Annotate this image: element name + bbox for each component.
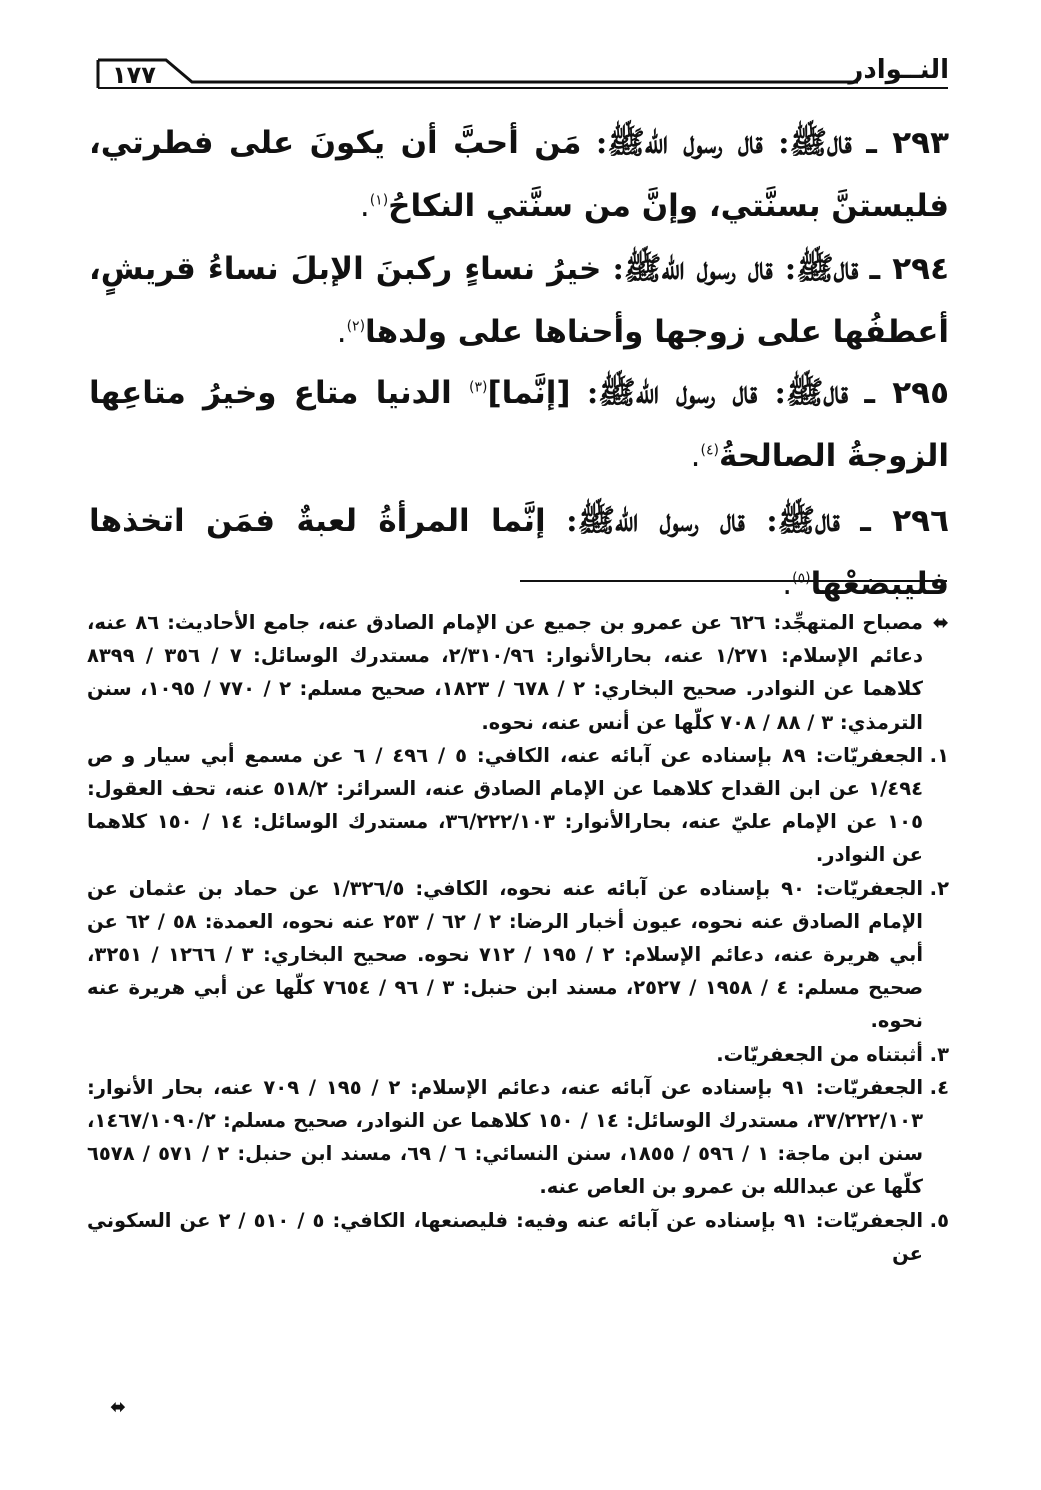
continuation-arrow-icon: ⬌: [110, 1396, 126, 1418]
hadith-text: خيرُ نساءٍ ركبنَ الإبلَ نساءُ قريشٍ، أعطفُها على زوجها وأحناها على ولدها: [89, 251, 949, 350]
note-reference: (٥): [792, 570, 811, 587]
note-reference: (٢): [346, 318, 366, 335]
hadith-text: مَن أحبَّ أن يكونَ على فطرتي، فليستنَّ بسنَّتي، وإنَّ من سنَّتي النكاحُ: [89, 125, 949, 224]
hadith-end: .: [336, 314, 347, 350]
hadith-293: [89, 112, 949, 238]
footnote-text: مصباح المتهجِّد: ٦٢٦ عن عمرو بن جميع عن الإمام الصادق‏ عنه‏، جامع الأحاديث: ٨٦ عنه‏، دعائم الإسلام: ١/٢٧١ عنه‏، بحارالأنوار: ٢/٣١٠/٩٦، مستدرك الوسائل: ٧ / ٣٥٦ / ٨٣٩٩ كلاهما عن النوادر. صحيح البخاري: ٢ / ٦٧٨ / ١٨٢٣، صحيح مسلم: ٢ / ٧٧٠ / ١٠٩٥، سنن الترمذي: ٣ / ٨٨ / ٧٠٨ كلّها عن أنس عنه‏، نحوه.: [87, 611, 924, 734]
note-reference: (١): [369, 192, 389, 209]
page-number: ١٧٧: [112, 61, 156, 89]
continuation-arrow-icon: ⬌: [932, 611, 949, 634]
note-reference: (٤): [700, 442, 719, 459]
footnote-3: [87, 1038, 949, 1071]
footnote-marker: ٥.: [929, 1208, 949, 1232]
hadith-end: .: [359, 188, 370, 224]
hadith-lead: قال‏ﷺ: قال رسول الله‏ﷺ:: [586, 375, 849, 411]
running-title: النــوادر: [848, 55, 949, 85]
footnote-5: [87, 1204, 949, 1270]
footnote-continued: [87, 606, 949, 739]
footnotes: [87, 606, 949, 1270]
hadith-295: [89, 362, 949, 488]
footnote-marker: ١.: [929, 743, 949, 767]
hadith-text: إنَّما المرأةُ لعبةٌ فمَن اتخذها فليبضعْها: [89, 503, 949, 602]
hadith-296: [89, 490, 949, 616]
footnote-2: [87, 872, 949, 1038]
footnote-separator: [520, 580, 947, 582]
hadith-end: .: [782, 566, 793, 602]
hadith-lead: قال‏ﷺ: قال رسول الله‏ﷺ:: [566, 503, 840, 539]
footnote-marker: ٢.: [929, 876, 949, 900]
hadith-lead: قال‏ﷺ: قال رسول الله‏ﷺ:: [612, 251, 859, 287]
hadith-294: [89, 238, 949, 364]
footnote-marker: ٣.: [929, 1042, 949, 1066]
note-reference: (٣): [469, 379, 488, 396]
footnote-text: أثبتناه من الجعفريّات.: [716, 1042, 923, 1066]
hadith-number: ٢٩٥ ـ: [864, 375, 950, 411]
hadith-number: ٢٩٣ ـ: [866, 125, 950, 161]
footnote-1: [87, 739, 949, 872]
hadith-text: [إنَّما]: [487, 375, 571, 411]
footnote-text: الجعفريّات: ٩٠ بإسناده عن آبائه‏ عنه‏ نحوه، الكافي: ١/٣٢٦/٥ عن حماد بن عثمان عن الإمام الصادق‏ عنه‏ نحوه، عيون أخبار الرضا‏: ٢ / ٦٢ / ٢٥٣ عنه‏ نحوه، العمدة: ٥٨ / ٦٢ عن أبي هريرة عنه‏، دعائم الإسلام: ٢ / ١٩٥ / ٧١٢ نحوه. صحيح البخاري: ٣ / ١٢٦٦ / ٣٢٥١، صحيح مسلم: ٤ / ١٩٥٨ / ٢٥٢٧، مسند ابن حنبل: ٣ / ٩٦ / ٧٦٥٤ كلّها عن أبي هريرة عنه‏ نحوه.: [87, 876, 924, 1033]
hadith-lead: قال‏ﷺ: قال رسول الله‏ﷺ:: [595, 125, 852, 161]
footnote-4: [87, 1071, 949, 1204]
footnote-text: الجعفريّات: ٨٩ بإسناده عن آبائه‏ عنه‏، الكافي: ٥ / ٤٩٦ / ٦ عن مسمع أبي سيار و ص ١/٤٩٤ عن ابن القداح كلاهما عن الإمام الصادق‏ عنه‏، السرائر: ٥١٨/٢ عنه‏، تحف العقول: ١٠٥ عن الإمام عليّ‏ عنه‏، بحارالأنوار: ٣٦/٢٢٢/١٠٣، مستدرك الوسائل: ١٤ / ١٥٠ كلاهما عن النوادر.: [87, 743, 924, 867]
header-rule: [88, 52, 948, 92]
footnote-text: الجعفريّات: ٩١ بإسناده عن آبائه‏ عنه‏، دعائم الإسلام: ٢ / ١٩٥ / ٧٠٩ عنه‏، بحار الأنوار: ٣٧/٢٢٢/١٠٣، مستدرك الوسائل: ١٤ / ١٥٠ كلاهما عن النوادر، صحيح مسلم: ١٤٦٧/١٠٩٠/٢، سنن ابن ماجة: ١ / ٥٩٦ / ١٨٥٥، سنن النسائي: ٦ / ٦٩، مسند ابن حنبل: ٢ / ٥٧١ / ٦٥٧٨ كلّها عن عبدالله بن عمرو بن العاص عنه‏.: [87, 1075, 924, 1199]
hadith-text-continued: الدنيا متاع وخيرُ متاعِها الزوجةُ الصالحةُ: [89, 375, 949, 474]
footnote-marker: ٤.: [929, 1075, 949, 1099]
footnote-text: الجعفريّات: ٩١ بإسناده عن آبائه‏ عنه‏ وفيه: فليصنعها، الكافي: ٥ / ٥١٠ / ٢ عن السكوني عن: [87, 1208, 924, 1265]
hadith-number: ٢٩٤ ـ: [869, 251, 950, 287]
hadith-end: .: [690, 438, 701, 474]
hadith-number: ٢٩٦ ـ: [860, 503, 950, 539]
